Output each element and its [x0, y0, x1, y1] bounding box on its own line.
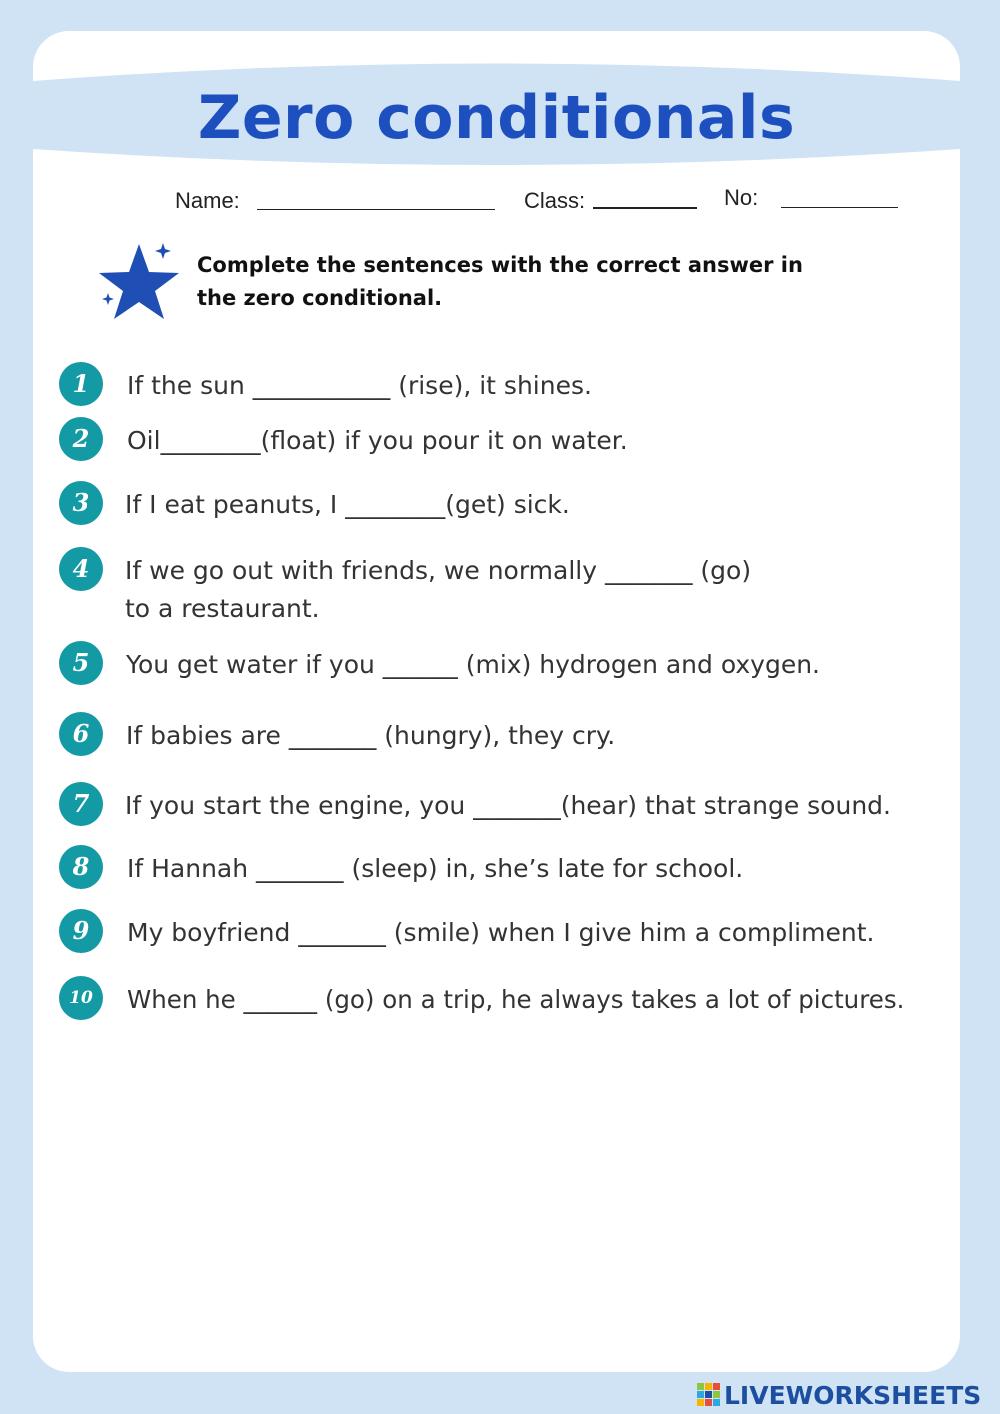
item-number-badge: 5	[59, 641, 103, 685]
class-label: Class:	[524, 188, 586, 213]
item-number-badge: 4	[59, 547, 103, 591]
item-number-badge: 10	[59, 976, 103, 1020]
class-field[interactable]	[593, 207, 697, 209]
item-number-badge: 7	[59, 782, 103, 826]
name-field[interactable]	[257, 209, 495, 210]
item-sentence: When he ______ (go) on a trip, he always takes a lot of pictures.	[127, 985, 905, 1014]
item-sentence: If we go out with friends, we normally _______ (go) to a restaurant.	[125, 556, 752, 623]
item-number-badge: 1	[59, 362, 103, 406]
number-label: No:	[724, 185, 759, 210]
item-number-badge: 8	[59, 845, 103, 889]
item-number-badge: 3	[59, 481, 103, 525]
item-number-badge: 9	[59, 909, 103, 953]
brand-name: LIVEWORKSHEETS	[724, 1380, 982, 1410]
item-number-badge: 6	[59, 712, 103, 756]
star-icon	[99, 239, 189, 329]
page-title: Zero conditionals	[197, 83, 796, 153]
item-sentence: If you start the engine, you _______(hear) that strange sound.	[125, 791, 891, 820]
item-number-badge: 2	[59, 417, 103, 461]
worksheet-page	[33, 31, 960, 1372]
item-sentence: If Hannah _______ (sleep) in, she’s late for school.	[127, 854, 744, 883]
footer-brand[interactable]	[697, 1380, 981, 1410]
item-sentence: Oil________(float) if you pour it on water.	[127, 426, 628, 455]
instruction-text: Complete the sentences with the correct answer in the zero conditional.	[197, 253, 803, 310]
item-sentence: If babies are _______ (hungry), they cry.	[126, 721, 616, 750]
number-field[interactable]	[781, 207, 898, 208]
item-sentence: My boyfriend _______ (smile) when I give him a compliment.	[127, 918, 875, 947]
item-sentence: If I eat peanuts, I ________(get) sick.	[125, 490, 570, 519]
liveworksheets-logo-icon	[697, 1383, 721, 1407]
item-sentence: If the sun ___________ (rise), it shines.	[127, 371, 592, 400]
item-sentence: You get water if you ______ (mix) hydrogen and oxygen.	[126, 650, 820, 679]
name-label: Name:	[175, 188, 240, 213]
